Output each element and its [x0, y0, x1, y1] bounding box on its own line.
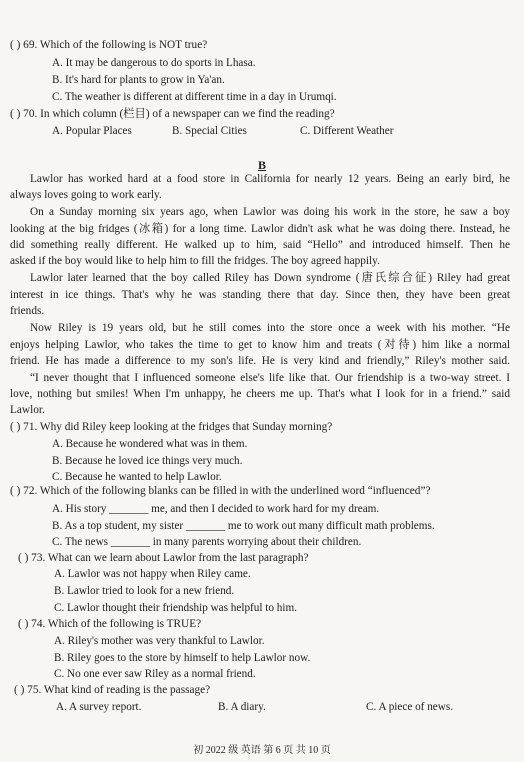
q69-option-a: A. It may be dangerous to do sports in Lhasa.: [52, 57, 256, 69]
q70-option-c: C. Different Weather: [300, 125, 394, 137]
passage-line: enjoys helping Lawlor, who takes the time to get to know him and treats (对待) him like a normal: [10, 339, 510, 351]
q75-option-a: A. A survey report.: [56, 701, 142, 713]
q73-option-c: C. Lawlor thought their friendship was helpful to him.: [54, 602, 297, 614]
q75-stem: ( ) 75. What kind of reading is the passage?: [14, 684, 211, 696]
q75-option-c: C. A piece of news.: [366, 701, 453, 713]
q74-option-a: A. Riley's mother was very thankful to Lawlor.: [54, 635, 265, 647]
q74-option-c: C. No one ever saw Riley as a normal friend.: [54, 668, 256, 680]
passage-line: Now Riley is 19 years old, but he still comes into the store once a week with his mother. “He: [30, 322, 510, 334]
q72-option-b: B. As a top student, my sister _______ me to work out many difficult math problems.: [52, 520, 435, 532]
q73-stem: ( ) 73. What can we learn about Lawlor from the last paragraph?: [18, 552, 309, 564]
passage-line: “I never thought that I influenced someone else's life like that. Our friendship is a two-way street. I: [30, 372, 510, 384]
q72-option-a: A. His story _______ me, and then I decided to work hard for my dream.: [52, 503, 380, 515]
passage-line: Lawlor has worked hard at a food store in California for nearly 12 years. Being an early bird, he: [30, 173, 510, 185]
q73-option-b: B. Lawlor tried to look for a new friend.: [54, 585, 235, 597]
q69-option-b: B. It's hard for plants to grow in Ya'an.: [52, 74, 225, 86]
passage-line: friends.: [10, 305, 45, 317]
q69-stem: ( ) 69. Which of the following is NOT true?: [10, 39, 208, 51]
passage-line: Lawlor.: [10, 404, 45, 416]
passage-line: did something really different. He walked up to him, said “Hello” and introduced himself. Then he: [10, 239, 510, 251]
q74-stem: ( ) 74. Which of the following is TRUE?: [18, 618, 202, 630]
page-footer: 初 2022 级 英语 第 6 页 共 10 页: [193, 745, 331, 756]
passage-line: Lawlor later learned that the boy called Riley has Down syndrome (唐氏综合征) Riley had great: [30, 272, 510, 284]
passage-line: looking at the big fridges (冰箱) for a long time. Lawlor didn't ask what he was doing there. Instead, he: [10, 223, 510, 235]
passage-line: On a Sunday morning six years ago, when Lawlor was doing his work in the store, he saw a boy: [30, 206, 510, 218]
q70-stem: ( ) 70. In which column (栏目) of a newspaper can we find the reading?: [10, 108, 335, 120]
passage-line: interest in ice things. That's why he was standing there that day. Since then, they have been great: [10, 289, 510, 301]
q71-option-b: B. Because he loved ice things very much.: [52, 455, 243, 467]
q71-option-a: A. Because he wondered what was in them.: [52, 438, 248, 450]
q72-option-c: C. The news _______ in many parents worrying about their children.: [52, 536, 362, 548]
passage-line: asked if the boy would like to help him to fill the fridges. The boy agreed happily.: [10, 255, 380, 267]
q70-option-a: A. Popular Places: [52, 125, 132, 137]
section-title: B: [257, 158, 266, 172]
q70-option-b: B. Special Cities: [172, 125, 247, 137]
q69-option-c: C. The weather is different at different time in a day in Urumqi.: [52, 91, 337, 103]
q75-option-b: B. A diary.: [218, 701, 266, 713]
q74-option-b: B. Riley goes to the store by himself to help Lawlor now.: [54, 652, 311, 664]
q71-option-c: C. Because he wanted to help Lawlor.: [52, 471, 222, 483]
passage-line: love, nothing but smiles! When I'm unhappy, he cheers me up. That's what I look for in a friend.” said: [10, 388, 510, 400]
q73-option-a: A. Lawlor was not happy when Riley came.: [54, 568, 251, 580]
passage-line: always loves going to work early.: [10, 189, 162, 201]
passage-line: friend. He has made a difference to my son's life. He is very kind and friendly,” Riley's mother said.: [10, 355, 510, 367]
q71-stem: ( ) 71. Why did Riley keep looking at the fridges that Sunday morning?: [10, 421, 333, 433]
q72-stem: ( ) 72. Which of the following blanks can be filled in with the underlined word “influenced”?: [10, 485, 431, 497]
